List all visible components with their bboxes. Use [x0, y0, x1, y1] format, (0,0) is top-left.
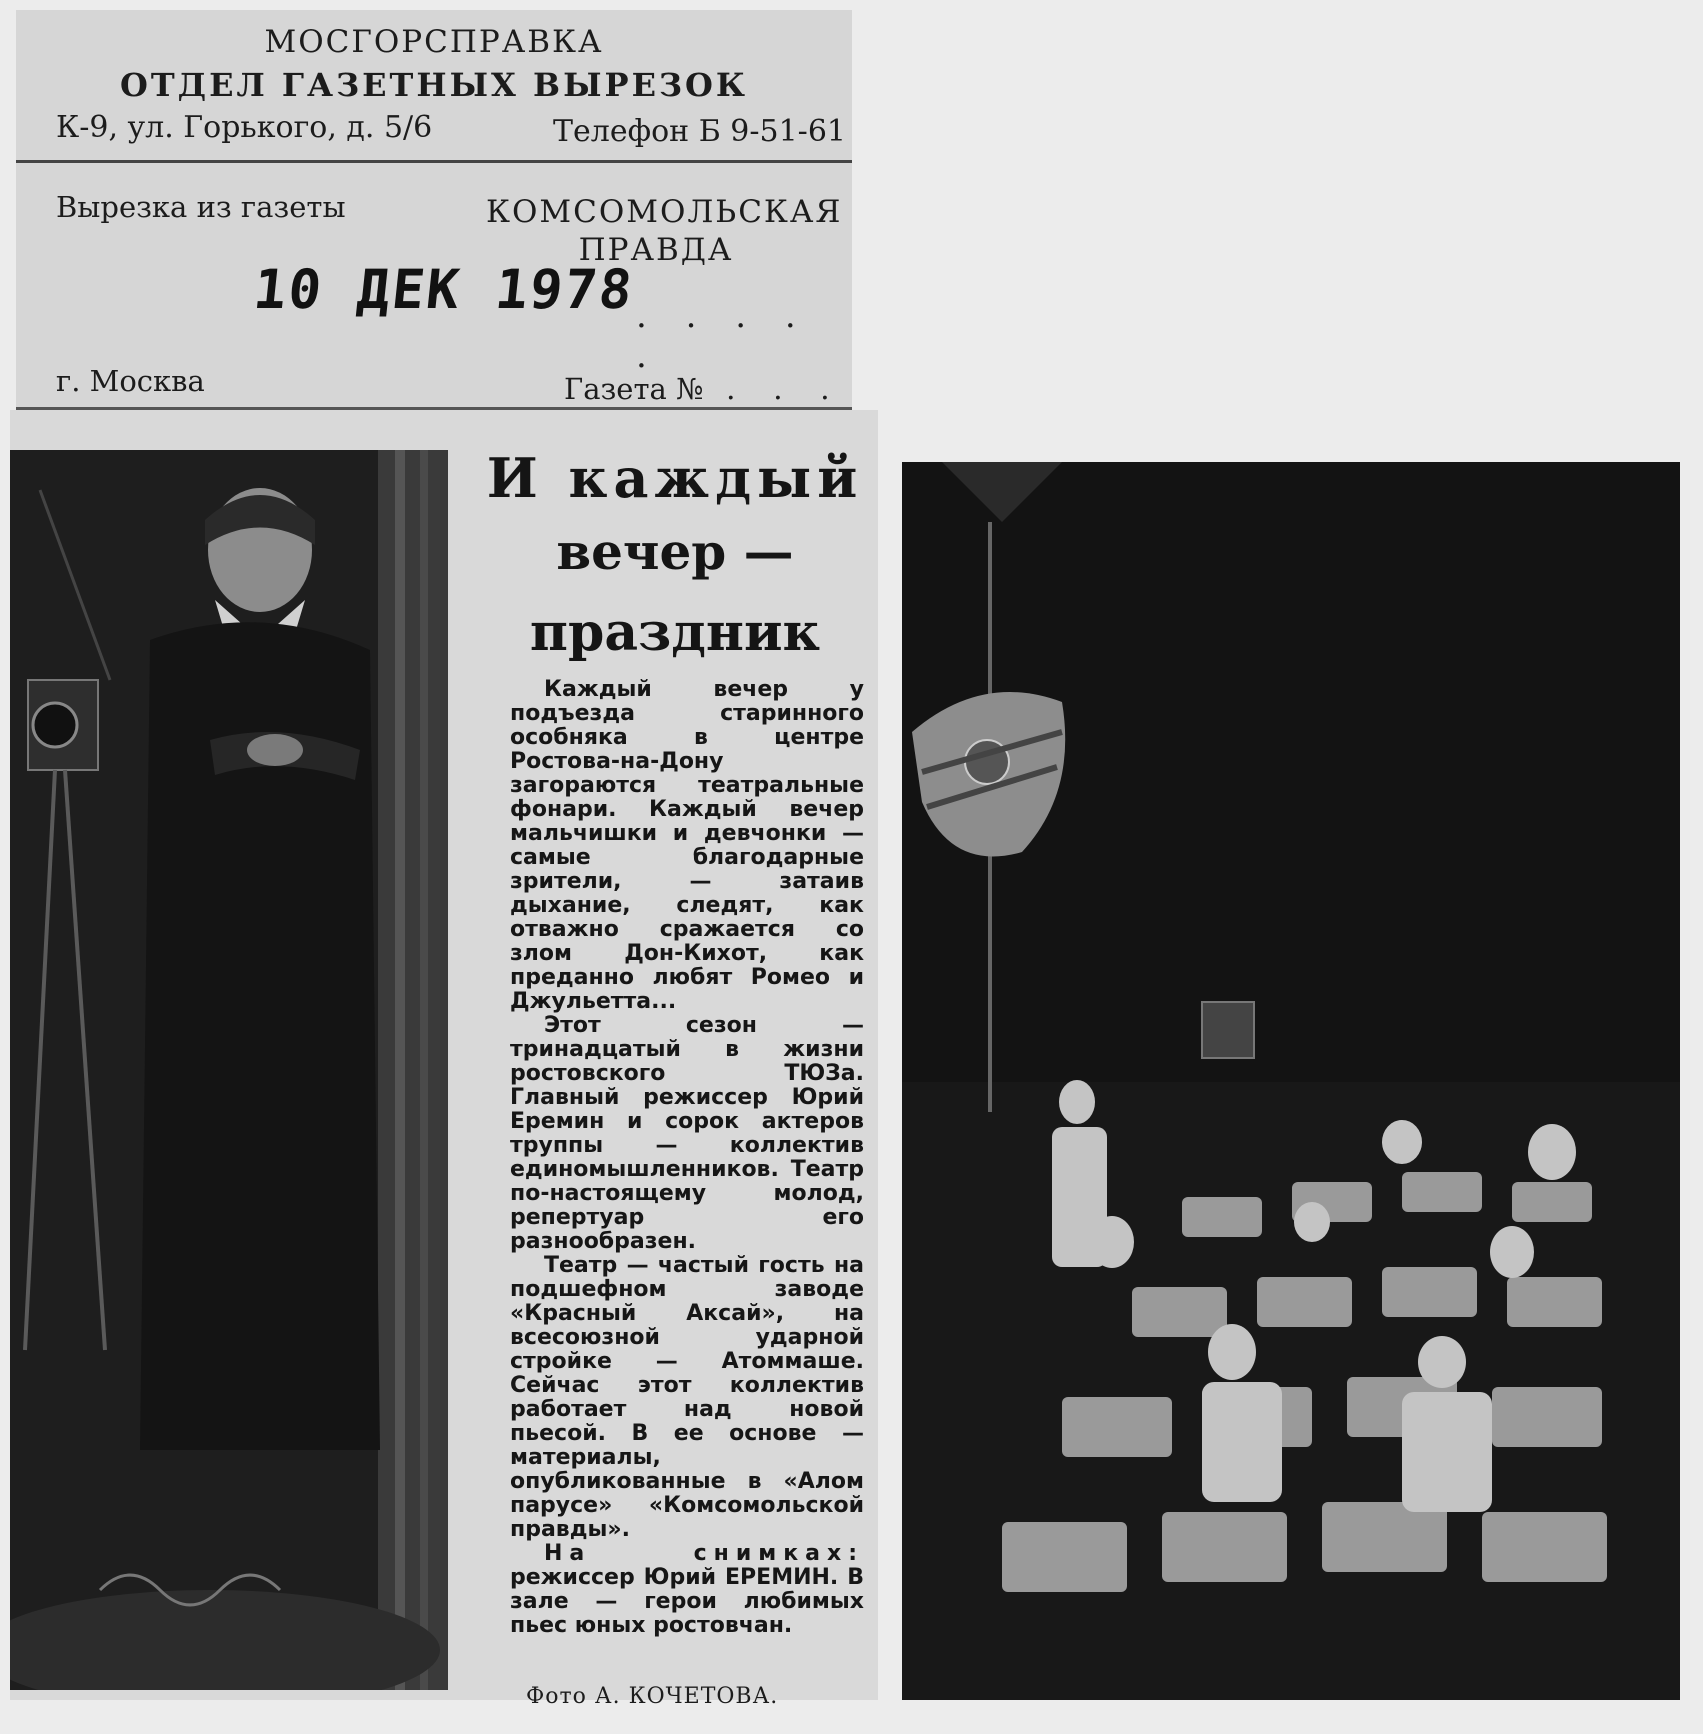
- newspaper-name-line1: КОМСОМОЛЬСКАЯ: [486, 194, 843, 230]
- article-clipping: [10, 410, 878, 1709]
- org-name: МОСГОРСПРАВКА: [264, 24, 604, 60]
- divider: [16, 160, 852, 163]
- date-dots: . . . . .: [636, 296, 810, 376]
- clipping-service-slip: [16, 10, 852, 410]
- headline-line3: праздник: [529, 602, 821, 663]
- city: г. Москва: [56, 364, 205, 398]
- photo-credit: Фото А. КОЧЕТОВА.: [526, 1684, 779, 1709]
- clip-label: Вырезка из газеты: [56, 190, 346, 224]
- paper-number-label: Газета №: [564, 372, 704, 406]
- department-name: ОТДЕЛ ГАЗЕТНЫХ ВЫРЕЗОК: [119, 66, 749, 104]
- phone: Телефон Б 9-51-61: [553, 114, 846, 149]
- theater-hall-photo: [902, 462, 1680, 1700]
- newspaper-name-line2: ПРАВДА: [578, 232, 734, 268]
- paper-number-dots: . . .: [726, 372, 844, 407]
- address: К-9, ул. Горького, д. 5/6: [56, 110, 433, 145]
- caption-lead: На снимках:: [544, 1541, 864, 1566]
- headline-line1: И каждый: [486, 446, 864, 510]
- caption-text: режиссер Юрий ЕРЕМИН. В зале — герои любимых пьес юных ростовчан.: [510, 1565, 864, 1638]
- date-stamp: 10 ДЕК 1978: [250, 258, 637, 321]
- paragraph-1: Каждый вечер у подъезда старинного особняка в центре Ростова-на-Дону загораются театральные фонари. Каждый вечер мальчишки и девчонки — самые благодарные зрители, — затаив дыхание, следят, как отважно сражается со злом Дон-Кихот, как преданно любят Ромео и Джульетта...: [510, 677, 864, 1014]
- photo-caption: [510, 1542, 864, 1638]
- paragraph-3: Театр — частый гость на подшефном заводе «Красный Аксай», на всесоюзной ударной стройке — Атоммаше. Сейчас этот коллектив работает над новой пьесой. В ее основе — материалы, опубликованные в «Алом парусе» «Комсомольской правды».: [510, 1253, 864, 1542]
- article-body: [510, 678, 864, 1638]
- headline-line2: вечер —: [556, 522, 794, 581]
- paragraph-2: Этот сезон — тринадцатый в жизни ростовского ТЮЗа. Главный режиссер Юрий Еремин и сорок актеров труппы — коллектив единомышленников. Театр по-настоящему молод, репертуар его разнообразен.: [510, 1013, 864, 1254]
- director-portrait-photo: [10, 450, 448, 1690]
